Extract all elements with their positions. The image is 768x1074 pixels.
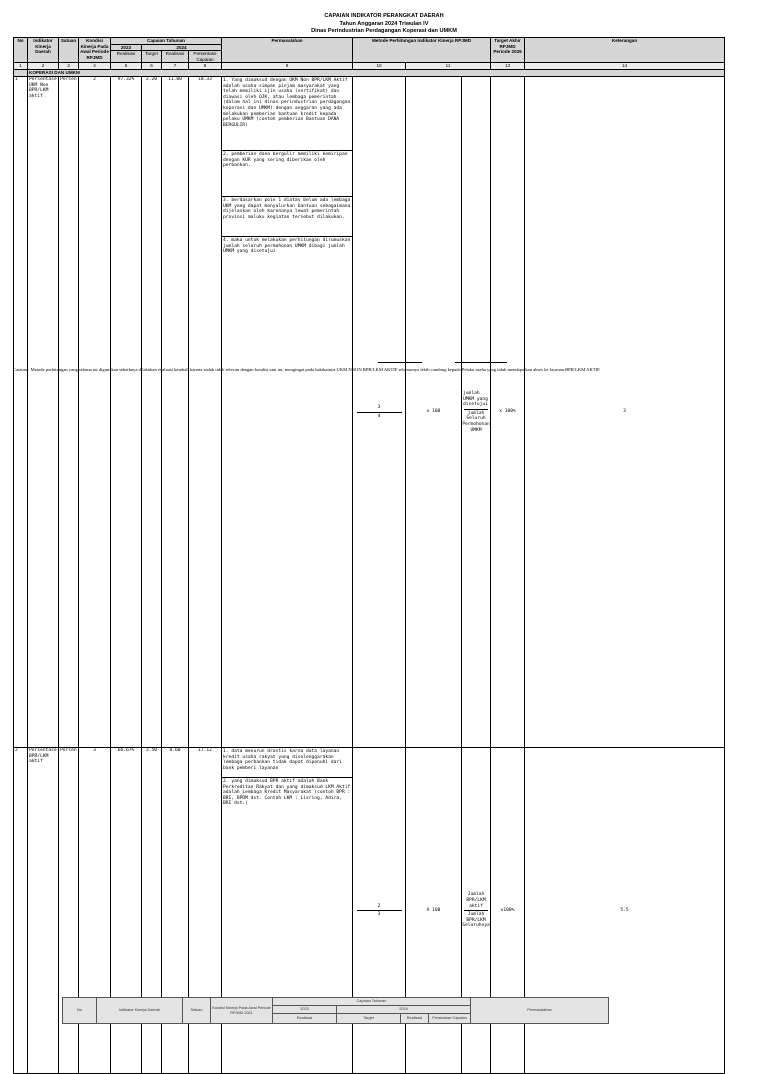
col-number: 4 (79, 63, 111, 70)
divider-line (378, 362, 422, 363)
footnote: Catatan : Metode perhitungan yang selama ini digunakan sebaiknya dilakukan evaluasi kembali karena sudah tidak relevan dengan kondisi saat ini, mengingat pada hakikatnya UKM NNON BPR/LKM AKTIF sebenarnya lebih condong kepada Pelaku usaha yang tidak mendapatkan akses ke layanan BPR/LKM AKTIF. (13, 367, 601, 372)
col-target-2024-header: Target (142, 51, 162, 63)
metode-numerator: 3 (377, 404, 381, 410)
row-target-2024: 3.50 (142, 748, 162, 1074)
col-keterangan-header: Keterangan (525, 38, 725, 63)
metode-denominator: 3 (377, 912, 381, 918)
ghost-col-permasalahan: Permasalahan (471, 998, 609, 1024)
row-metode-labels (462, 748, 491, 1074)
row-kondisi: 3 (79, 748, 111, 1074)
col-number: 13 (491, 63, 525, 70)
report-title: CAPAIAN INDIKATOR PERANGKAT DAERAH (324, 13, 444, 19)
ghost-col-capaian: Capaian Tahunan (273, 998, 471, 1006)
row-indikator: Persentase UKM Non BPR/LKM aktif (28, 76, 59, 747)
table-row (14, 76, 725, 747)
ghost-col-kondisi: Kondisi Kinerja Pada Awal Periode RPJMD 2021 (211, 998, 273, 1024)
row-target-2024: 2.20 (142, 76, 162, 747)
col-permasalahan-header: Permasalahan (222, 38, 353, 63)
col-metode-header: Metode Perhitungan Indikator Kinerja RPJMD (353, 38, 491, 63)
col-number: 3 (59, 63, 79, 70)
row-persentase: 17.12 (189, 748, 222, 1074)
report-period: Tahun Anggaran 2024 Triwulan IV (339, 20, 429, 27)
col-kondisi-header: Kondisi Kinerja Pada Awal Periode RPJMD (79, 38, 111, 63)
row-realisasi-2023: 97.32% (111, 76, 142, 747)
metode-numerator-label: jumlah UMKM yang disetujui (463, 390, 488, 408)
row-target-akhir: 5.5 (525, 748, 725, 1074)
metode-numerator-label: Jumlah BPR/LKM aktif (466, 892, 486, 909)
permasalahan-item: 2. pemberian dana bergulir memiliki kemiripan dengan KUR yang sering diberikan oleh perbankan. (222, 151, 352, 197)
row-metode-fraction (353, 748, 406, 1074)
col-realisasi-2023-header: Realisasi (111, 51, 142, 63)
fraction-bar (357, 412, 402, 413)
metode-multiplier: x 100 (426, 409, 441, 415)
row-realisasi-2023: 66.67% (111, 748, 142, 1074)
section-title: KOPERASI DAN UMKM (28, 69, 725, 76)
row-indikator: Persentase BPR/LKM aktif (28, 748, 59, 1074)
row-metode-multiplier (406, 76, 462, 747)
col-number: 11 (406, 63, 491, 70)
col-number: 14 (525, 63, 725, 70)
report-title-block (0, 13, 768, 36)
col-number: 9 (222, 63, 353, 70)
ghost-col-satuan: Satuan (183, 998, 211, 1024)
row-no: 2 (14, 748, 28, 1074)
ghost-col-target: Target (337, 1014, 401, 1024)
col-number: 2 (28, 63, 59, 70)
col-number: 5 (111, 63, 142, 70)
ghost-col-realisasi: Realisasi (273, 1014, 337, 1024)
repeated-header-table (62, 997, 609, 1024)
col-capaian-header: Capaian Tahunan (111, 38, 222, 45)
row-persentase: 18.33 (189, 76, 222, 747)
report-agency: Dinas Perindustrian Perdagangan Koperasi dan UMKM (311, 28, 457, 35)
col-number: 8 (189, 63, 222, 70)
col-number: 6 (142, 63, 162, 70)
ghost-col-2023: 2023 (273, 1006, 337, 1014)
row-metode-fraction (353, 76, 406, 747)
row-metode-percent: x100% (491, 748, 525, 1074)
col-target-akhir-header: Target Akhir RPJMD Periode 2026 (491, 38, 525, 63)
col-number: 1 (14, 63, 28, 70)
col-satuan-header: Satuan (59, 38, 79, 63)
indicator-table (13, 37, 725, 1074)
row-kondisi: 2 (79, 76, 111, 747)
table-row (14, 748, 725, 1074)
row-metode-labels (462, 76, 491, 747)
ghost-col-indikator: Indikator Kinerja Daerah (97, 998, 183, 1024)
col-2023-header: 2023 (111, 44, 142, 51)
permasalahan-item: 3. berdasarkan poin 1 diatas belum ada lembaga UKM yang dapat menyalurkan bantuan sebagaimana dijelaskan oleh karenanya lewat pemerintah provinsi maluku kegiatan tersebut dilakukan. (222, 197, 352, 237)
col-number: 10 (353, 63, 406, 70)
row-permasalahan (222, 76, 353, 747)
fraction-bar (464, 409, 487, 410)
row-satuan: Persen (59, 748, 79, 1074)
row-realisasi-2024: 0.60 (162, 748, 189, 1074)
divider-line (455, 362, 507, 363)
metode-denominator-label: jumlah Seluruh Permohonan UMKM (462, 410, 490, 433)
permasalahan-item: 4. maka untuk melakukan perhitungan dirumuskan jumlah seluruh permohonan UMKM dibagi jumlah UMKM yang disetujui (223, 237, 351, 255)
row-target-akhir: 3 (525, 76, 725, 747)
ghost-col-no: No (63, 998, 97, 1024)
metode-multiplier: X 100 (426, 907, 441, 913)
row-metode-percent: x 100% (491, 76, 525, 747)
metode-numerator: 2 (377, 903, 381, 909)
col-persentase-header: Persentase Capaian (189, 51, 222, 63)
col-indikator-header: Indikator Kinerja Daerah (28, 38, 59, 63)
col-realisasi-2024-header: Realisasi (162, 51, 189, 63)
row-metode-multiplier (406, 748, 462, 1074)
metode-denominator-label: Jumlah BPR/LKM Seluruhnya (462, 912, 490, 929)
column-number-row (14, 63, 725, 70)
row-no: 1 (14, 76, 28, 747)
row-permasalahan (222, 748, 353, 1074)
permasalahan-item: 1. Yang dimaksud dengan UKM Non BPR/LKM Aktif adalah usaha simpan pinjam masyarakat yang telah memiliki ijin usaha (sertifikat) dan diawasi oleh OJK, atau lembaga pemerintah (dalam hal ini dinas perindustrian perdagangan koperasi dan UMKM) dengan anggaran yang ada melakukan pemberian bantuan kredit kepada pelaku UMKM (contoh pemberian Bantuan DANA BERGULIR) (222, 77, 352, 151)
ghost-col-2024: 2024 (337, 1006, 471, 1014)
row-satuan: Persen (59, 76, 79, 747)
metode-denominator: 4 (377, 413, 381, 419)
ghost-col-persentase: Persentase Capaian (429, 1014, 471, 1024)
permasalahan-item: 2. yang dimaksud BPR aktif adalah Bank Perkreditan Rakyat dan yang dimaksud LKM Aktif adalah Lembaga Kredit Masyarakat (contoh BPR : BRI, BPDM dst. Contoh LKM : Lisring, Adira, BRI dst.) (223, 779, 351, 807)
col-2024-header: 2024 (142, 44, 222, 51)
permasalahan-item: 1. data menurun drastis karna data layanan kredit usaha rakyat yang diselenggarakan lembaga perbankan tidak dapat dipenuhi dari bank pemberi layanan (222, 748, 352, 778)
col-no-header: No (14, 38, 28, 63)
row-realisasi-2024: 11.00 (162, 76, 189, 747)
ghost-col-realisasi2: Realisasi (401, 1014, 429, 1024)
col-number: 7 (162, 63, 189, 70)
